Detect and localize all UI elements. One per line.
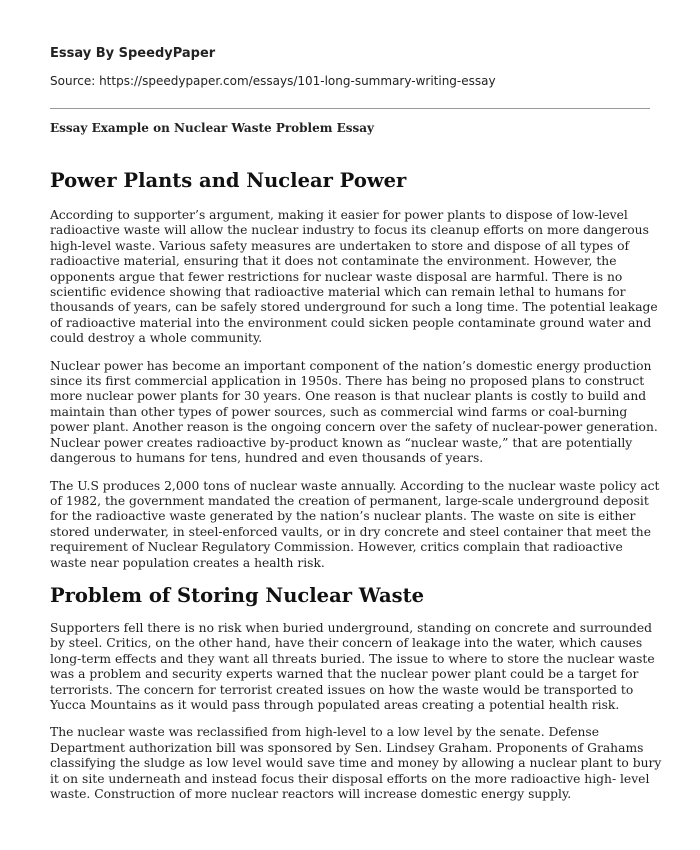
- source-line: Source: https://speedypaper.com/essays/101-long-summary-writing-essay: [50, 74, 496, 88]
- section-heading-storing-waste: Problem of Storing Nuclear Waste: [50, 583, 424, 607]
- paragraph: The nuclear waste was reclassified from high-level to a low level by the senate. Defense Department authorization bill was sponsored by Sen. Lindsey Graham. Proponents of Grahams classifying the sludge as low level would save time and money by allowing a nuclear plant to bury it on site underneath and instead focus their disposal efforts on the more radioactive high- level waste. Construction of more nuclear reactors will increase domestic energy supply.: [50, 725, 662, 801]
- paragraph: Supporters fell there is no risk when buried underground, standing on concrete and surrounded by steel. Critics, on the other hand, have their concern of leakage into the water, which causes long-term effects and they want all threats buried. The issue to where to store the nuclear waste was a problem and security experts warned that the nuclear power plant could be a target for terrorists. The concern for terrorist created issues on how the waste would be transported to Yucca Mountains as it would pass through populated areas creating a potential health risk.: [50, 620, 655, 712]
- section-heading-power-plants: Power Plants and Nuclear Power: [50, 169, 407, 192]
- paragraph: According to supporter’s argument, making it easier for power plants to dispose of low-level radioactive waste will allow the nuclear industry to focus its cleanup efforts on more dangerous high-level waste. Various safety measures are undertaken to store and dispose of all types of radioactive material, ensuring that it does not contaminate the environment. However, the opponents argue that fewer restrictions for nuclear waste disposal are harmful. There is no scientific evidence showing that radioactive material which can remain lethal to humans for thousands of years, can be safely stored underground for such a long time. The potential leakage of radioactive material into the environment could sicken people contaminate ground water and could destroy a whole community.: [50, 208, 658, 346]
- paragraph: Nuclear power has become an important component of the nation’s domestic energy production since its first commercial application in 1950s. There has being no proposed plans to construct more nuclear power plants for 30 years. One reason is that nuclear plants is costly to build and maintain than other types of power sources, such as commercial wind farms or coal-burning power plant. Another reason is the ongoing concern over the safety of nuclear-power generation. Nuclear power creates radioactive by-product known as “nuclear waste,” that are potentially dangerous to humans for tens, hundred and even thousands of years.: [50, 358, 658, 466]
- brand-name: Essay By SpeedyPaper: [50, 46, 216, 61]
- paragraph: The U.S produces 2,000 tons of nuclear waste annually. According to the nuclear waste policy act of 1982, the government mandated the creation of permanent, large-scale underground deposit for the radioactive waste generated by the nation’s nuclear plants. The waste on site is either stored underwater, in steel-enforced vaults, or in dry concrete and steel container that meet the requirement of Nuclear Regulatory Commission. However, critics complain that radioactive waste near population creates a health risk.: [50, 478, 660, 570]
- header-divider: [50, 108, 650, 109]
- essay-title: Essay Example on Nuclear Waste Problem Essay: [50, 121, 375, 135]
- essay-body: [50, 168, 662, 814]
